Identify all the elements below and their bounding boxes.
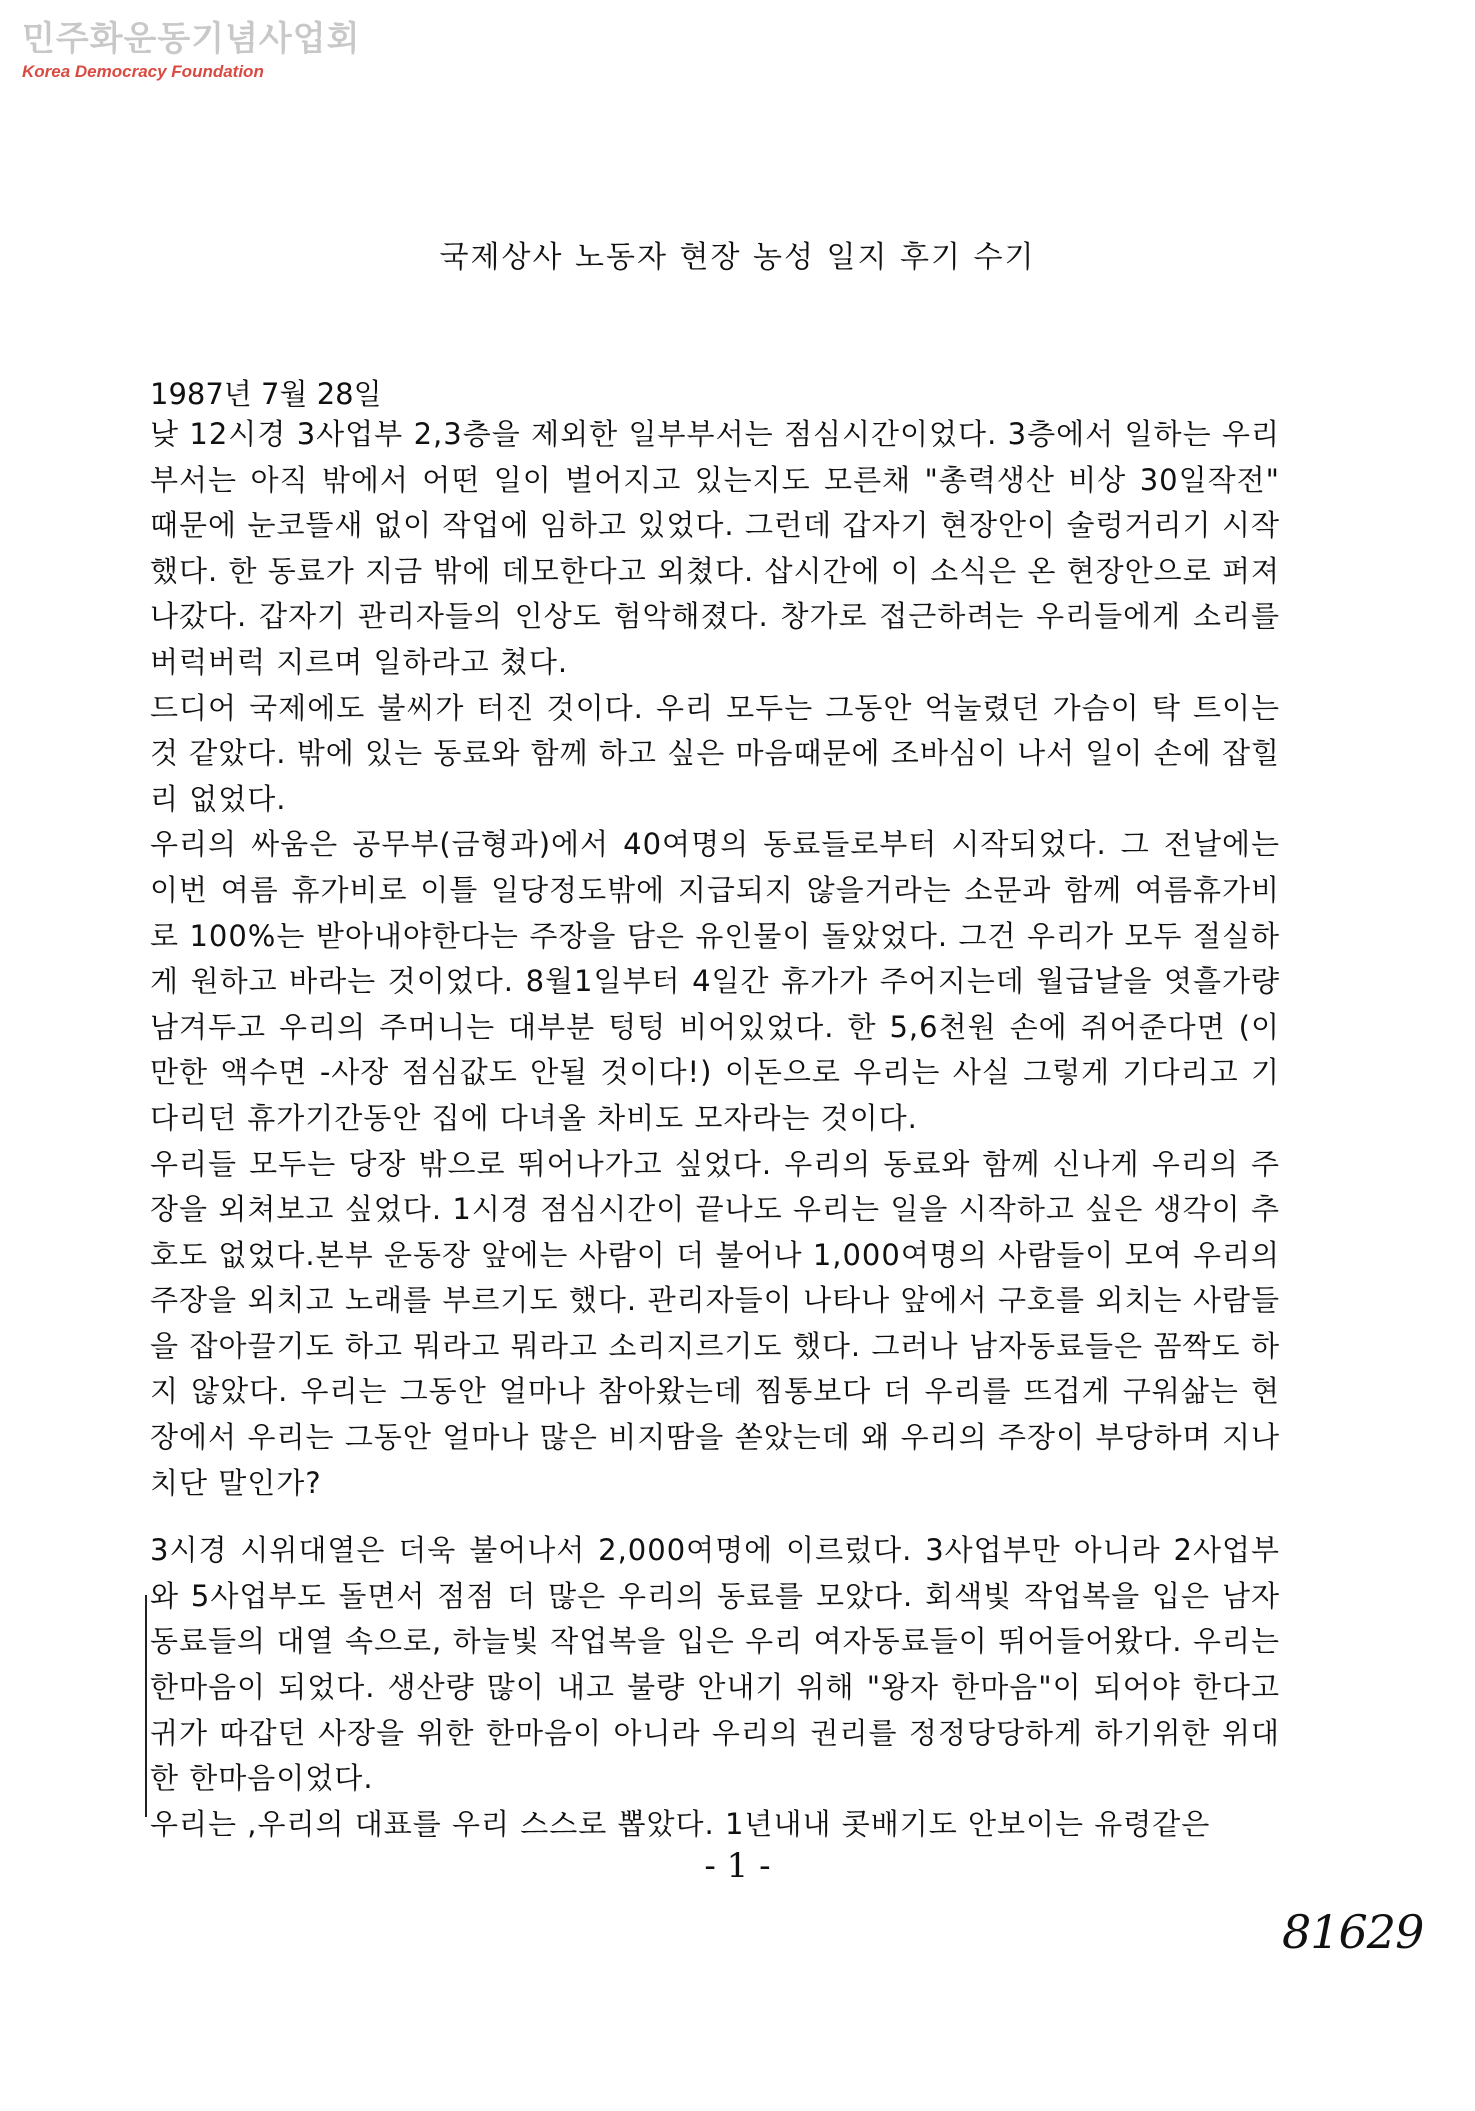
handwritten-archive-number: 81629 (1282, 1905, 1424, 1959)
document-body (150, 412, 1280, 1847)
margin-mark-line (145, 1595, 147, 1817)
foundation-logo (22, 19, 361, 82)
page-number: - 1 - (704, 1846, 771, 1886)
paragraph: 낮 12시경 3사업부 2,3층을 제외한 일부부서는 점심시간이었다. 3층에서 일하는 우리부서는 아직 밖에서 어떤 일이 벌어지고 있는지도 모른채 "총력생산 비상 30일작전" 때문에 눈코뜰새 없이 작업에 임하고 있었다. 그런데 갑자기 현장안이 술렁거리기 시작했다. 한 동료가 지금 밖에 데모한다고 외쳤다. 삽시간에 이 소식은 온 현장안으로 퍼져나갔다. 갑자기 관리자들의 인상도 험악해졌다. 창가로 접근하려는 우리들에게 소리를 버럭버럭 지르며 일하라고 쳤다. (150, 417, 1280, 679)
paragraph: 드디어 국제에도 불씨가 터진 것이다. 우리 모두는 그동안 억눌렸던 가슴이 탁 트이는 것 같았다. 밖에 있는 동료와 함께 하고 싶은 마음때문에 조바심이 나서 일이 손에 잡힐리 없었다. (150, 690, 1280, 816)
logo-korean-text: 민주화운동기념사업회 (22, 19, 361, 59)
logo-english-text: Korea Democracy Foundation (22, 62, 264, 81)
document-title: 국제상사 노동자 현장 농성 일지 후기 수기 (439, 240, 1036, 275)
paragraph: 우리의 싸움은 공무부(금형과)에서 40여명의 동료들로부터 시작되었다. 그 전날에는 이번 여름 휴가비로 이틀 일당정도밖에 지급되지 않을거라는 소문과 함께 여름휴가비로 100%는 받아내야한다는 주장을 담은 유인물이 돌았었다. 그건 우리가 모두 절실하게 원하고 바라는 것이었다. 8월1일부터 4일간 휴가가 주어지는데 월급날을 엿흘가량 남겨두고 우리의 주머니는 대부분 텅텅 비어있었다. 한 5,6천원 손에 쥐어준다면 (이만한 액수면 -사장 점심값도 안될 것이다!) 이돈으로 우리는 사실 그렇게 기다리고 기다리던 휴가기간동안 집에 다녀올 차비도 모자라는 것이다. (150, 827, 1280, 1135)
paragraph: 우리들 모두는 당장 밖으로 뛰어나가고 싶었다. 우리의 동료와 함께 신나게 우리의 주장을 외쳐보고 싶었다. 1시경 점심시간이 끝나도 우리는 일을 시작하고 싶은 생각이 추호도 없었다.본부 운동장 앞에는 사람이 더 불어나 1,000여명의 사람들이 모여 우리의 주장을 외치고 노래를 부르기도 했다. 관리자들이 나타나 앞에서 구호를 외치는 사람들을 잡아끌기도 하고 뭐라고 뭐라고 소리지르기도 했다. 그러나 남자동료들은 꼼짝도 하지 않았다. 우리는 그동안 얼마나 참아왔는데 찜통보다 더 우리를 뜨겁게 구워삶는 현장에서 우리는 그동안 얼마나 많은 비지땀을 쏟았는데 왜 우리의 주장이 부당하며 지나치단 말인가? (150, 1146, 1280, 1500)
paragraph: 우리는 ,우리의 대표를 우리 스스로 뽑았다. 1년내내 콧배기도 안보이는 유령같은 (150, 1806, 1211, 1841)
document-date: 1987년 7월 28일 (150, 377, 382, 411)
paragraph: 3시경 시위대열은 더욱 불어나서 2,000여명에 이르렀다. 3사업부만 아니라 2사업부와 5사업부도 돌면서 점점 더 많은 우리의 동료를 모았다. 회색빛 작업복을 입은 남자동료들의 대열 속으로, 하늘빛 작업복을 입은 우리 여자동료들이 뛰어들어왔다. 우리는 한마음이 되었다. 생산량 많이 내고 불량 안내기 위해 "왕자 한마음"이 되어야 한다고 귀가 따갑던 사장을 위한 한마음이 아니라 우리의 권리를 정정당당하게 하기위한 위대한 한마음이었다. (150, 1533, 1280, 1796)
